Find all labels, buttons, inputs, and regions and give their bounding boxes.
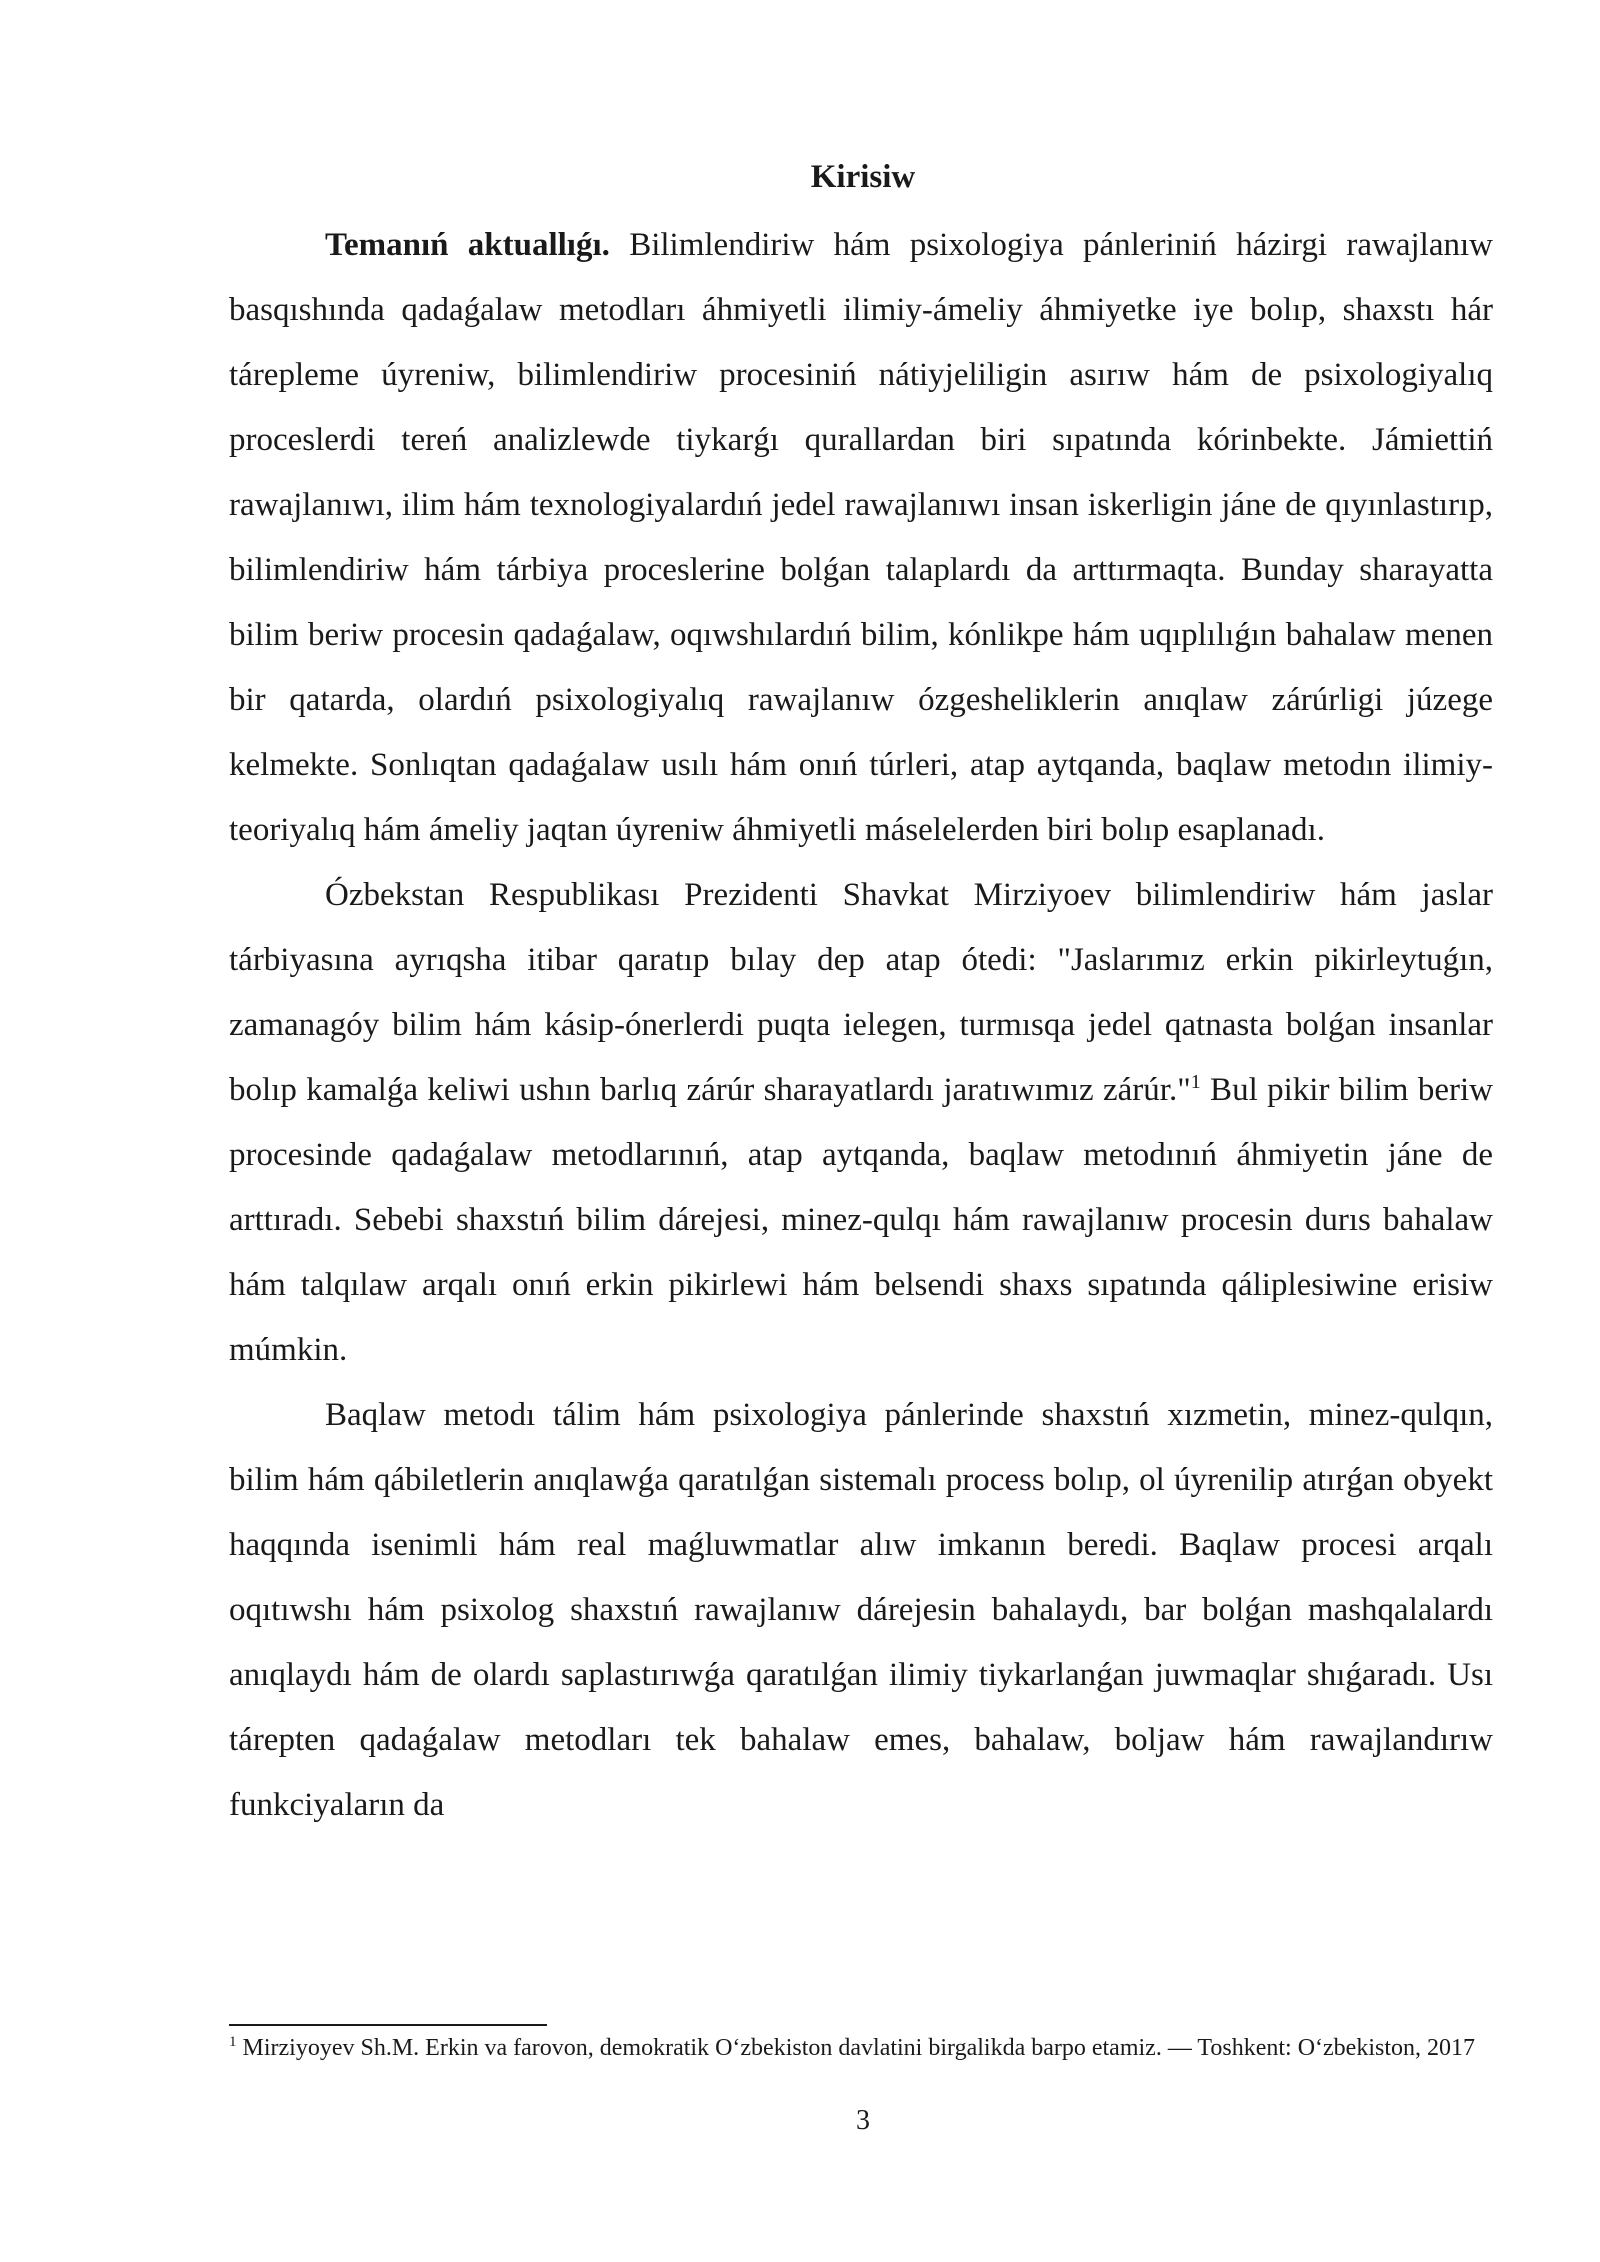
footnote-reference[interactable]: 1 [1190,1071,1201,1093]
paragraph-text-continued: Bul pikir bilim beriw procesinde qadaǵalaw metodlarınıń, atap aytqanda, baqlaw metodınıń áhmiyetin jáne de arttıradı. Sebebi shaxstıń bilim dárejesi, minez-qulqı hám rawajlanıw procesin durıs bahalaw hám talqılaw arqalı onıń erkin pikirlewi hám belsendi shaxs sıpatında qáliplesiwine erisiw múmkin. [229,1072,1493,1368]
page-title: Kirisiw [810,159,916,195]
paragraph-topic-relevance [229,213,1493,863]
footnote [229,2032,1493,2065]
footnote-separator [229,2024,547,2026]
footnote-text: Mirziyoyev Sh.M. Erkin va farovon, demokratik O‘zbekiston davlatini birgalikda barpo etamiz. — Toshkent: O‘zbekiston, 2017 [236,2035,1476,2061]
paragraph-text: Ózbekstan Respublikası Prezidenti Shavkat Mirziyoev bilimlendiriw hám jaslar tárbiyasına ayrıqsha itibar qaratıp bılay dep atap ótedi: "Jaslarımız erkin pikirleytuǵın, zamanagóy bilim hám kásip-ónerlerdi puqta ielegen, turmısqa jedel qatnasta bolǵan insanlar bolıp kamalǵa keliwi ushın barlıq zárúr sharayatlardı jaratıwımız zárúr." [229,877,1493,1108]
footnote-mark: 1 [229,2034,237,2050]
paragraph-observation-method [229,1383,1493,1838]
body-text [229,213,1493,1838]
paragraph-president-quote [229,863,1493,1383]
paragraph-lead-heading: Temanıń aktuallıǵı. [325,227,610,263]
paragraph-text: Baqlaw metodı tálim hám psixologiya pánlerinde shaxstıń xızmetin, minez-qulqın, bilim hám qábiletlerin anıqlawǵa qaratılǵan sistemalı process bolıp, ol úyrenilip atırǵan obyekt haqqında isenimli hám real maǵluwmatlar alıw imkanın beredi. Baqlaw procesi arqalı oqıtıwshı hám psixolog shaxstıń rawajlanıw dárejesin bahalaydı, bar bolǵan mashqalalardı anıqlaydı hám de olardı saplastırıwǵa qaratılǵan ilimiy tiykarlanǵan juwmaqlar shıǵaradı. Usı tárepten qadaǵalaw metodları tek bahalaw emes, bahalaw, boljaw hám rawajlandırıw funkciyaların da [229,1397,1493,1823]
page-number: 3 [856,2105,870,2136]
paragraph-text: Bilimlendiriw hám psixologiya pánleriniń házirgi rawajlanıw basqıshında qadaǵalaw metodları áhmiyetli ilimiy-ámeliy áhmiyetke iye bolıp, shaxstı hár tárepleme úyreniw, bilimlendiriw procesiniń nátiyjeliligin asırıw hám de psixologiyalıq proceslerdi tereń analizlewde tiykarǵı qurallardan biri sıpatında kórinbekte. Jámiettiń rawajlanıwı, ilim hám texnologiyalardıń jedel rawajlanıwı insan iskerligin jáne de qıyınlastırıp, bilimlendiriw hám tárbiya proceslerine bolǵan talaplardı da arttırmaqta. Bunday sharayatta bilim beriw procesin qadaǵalaw, oqıwshılardıń bilim, kónlikpe hám uqıplılıǵın bahalaw menen bir qatarda, olardıń psixologiyalıq rawajlanıw ózgesheliklerin anıqlaw zárúrligi júzege kelmekte. Sonlıqtan qadaǵalaw usılı hám onıń túrleri, atap aytqanda, baqlaw metodın ilimiy-teoriyalıq hám ámeliy jaqtan úyreniw áhmiyetli máselelerden biri bolıp esaplanadı. [229,227,1493,848]
